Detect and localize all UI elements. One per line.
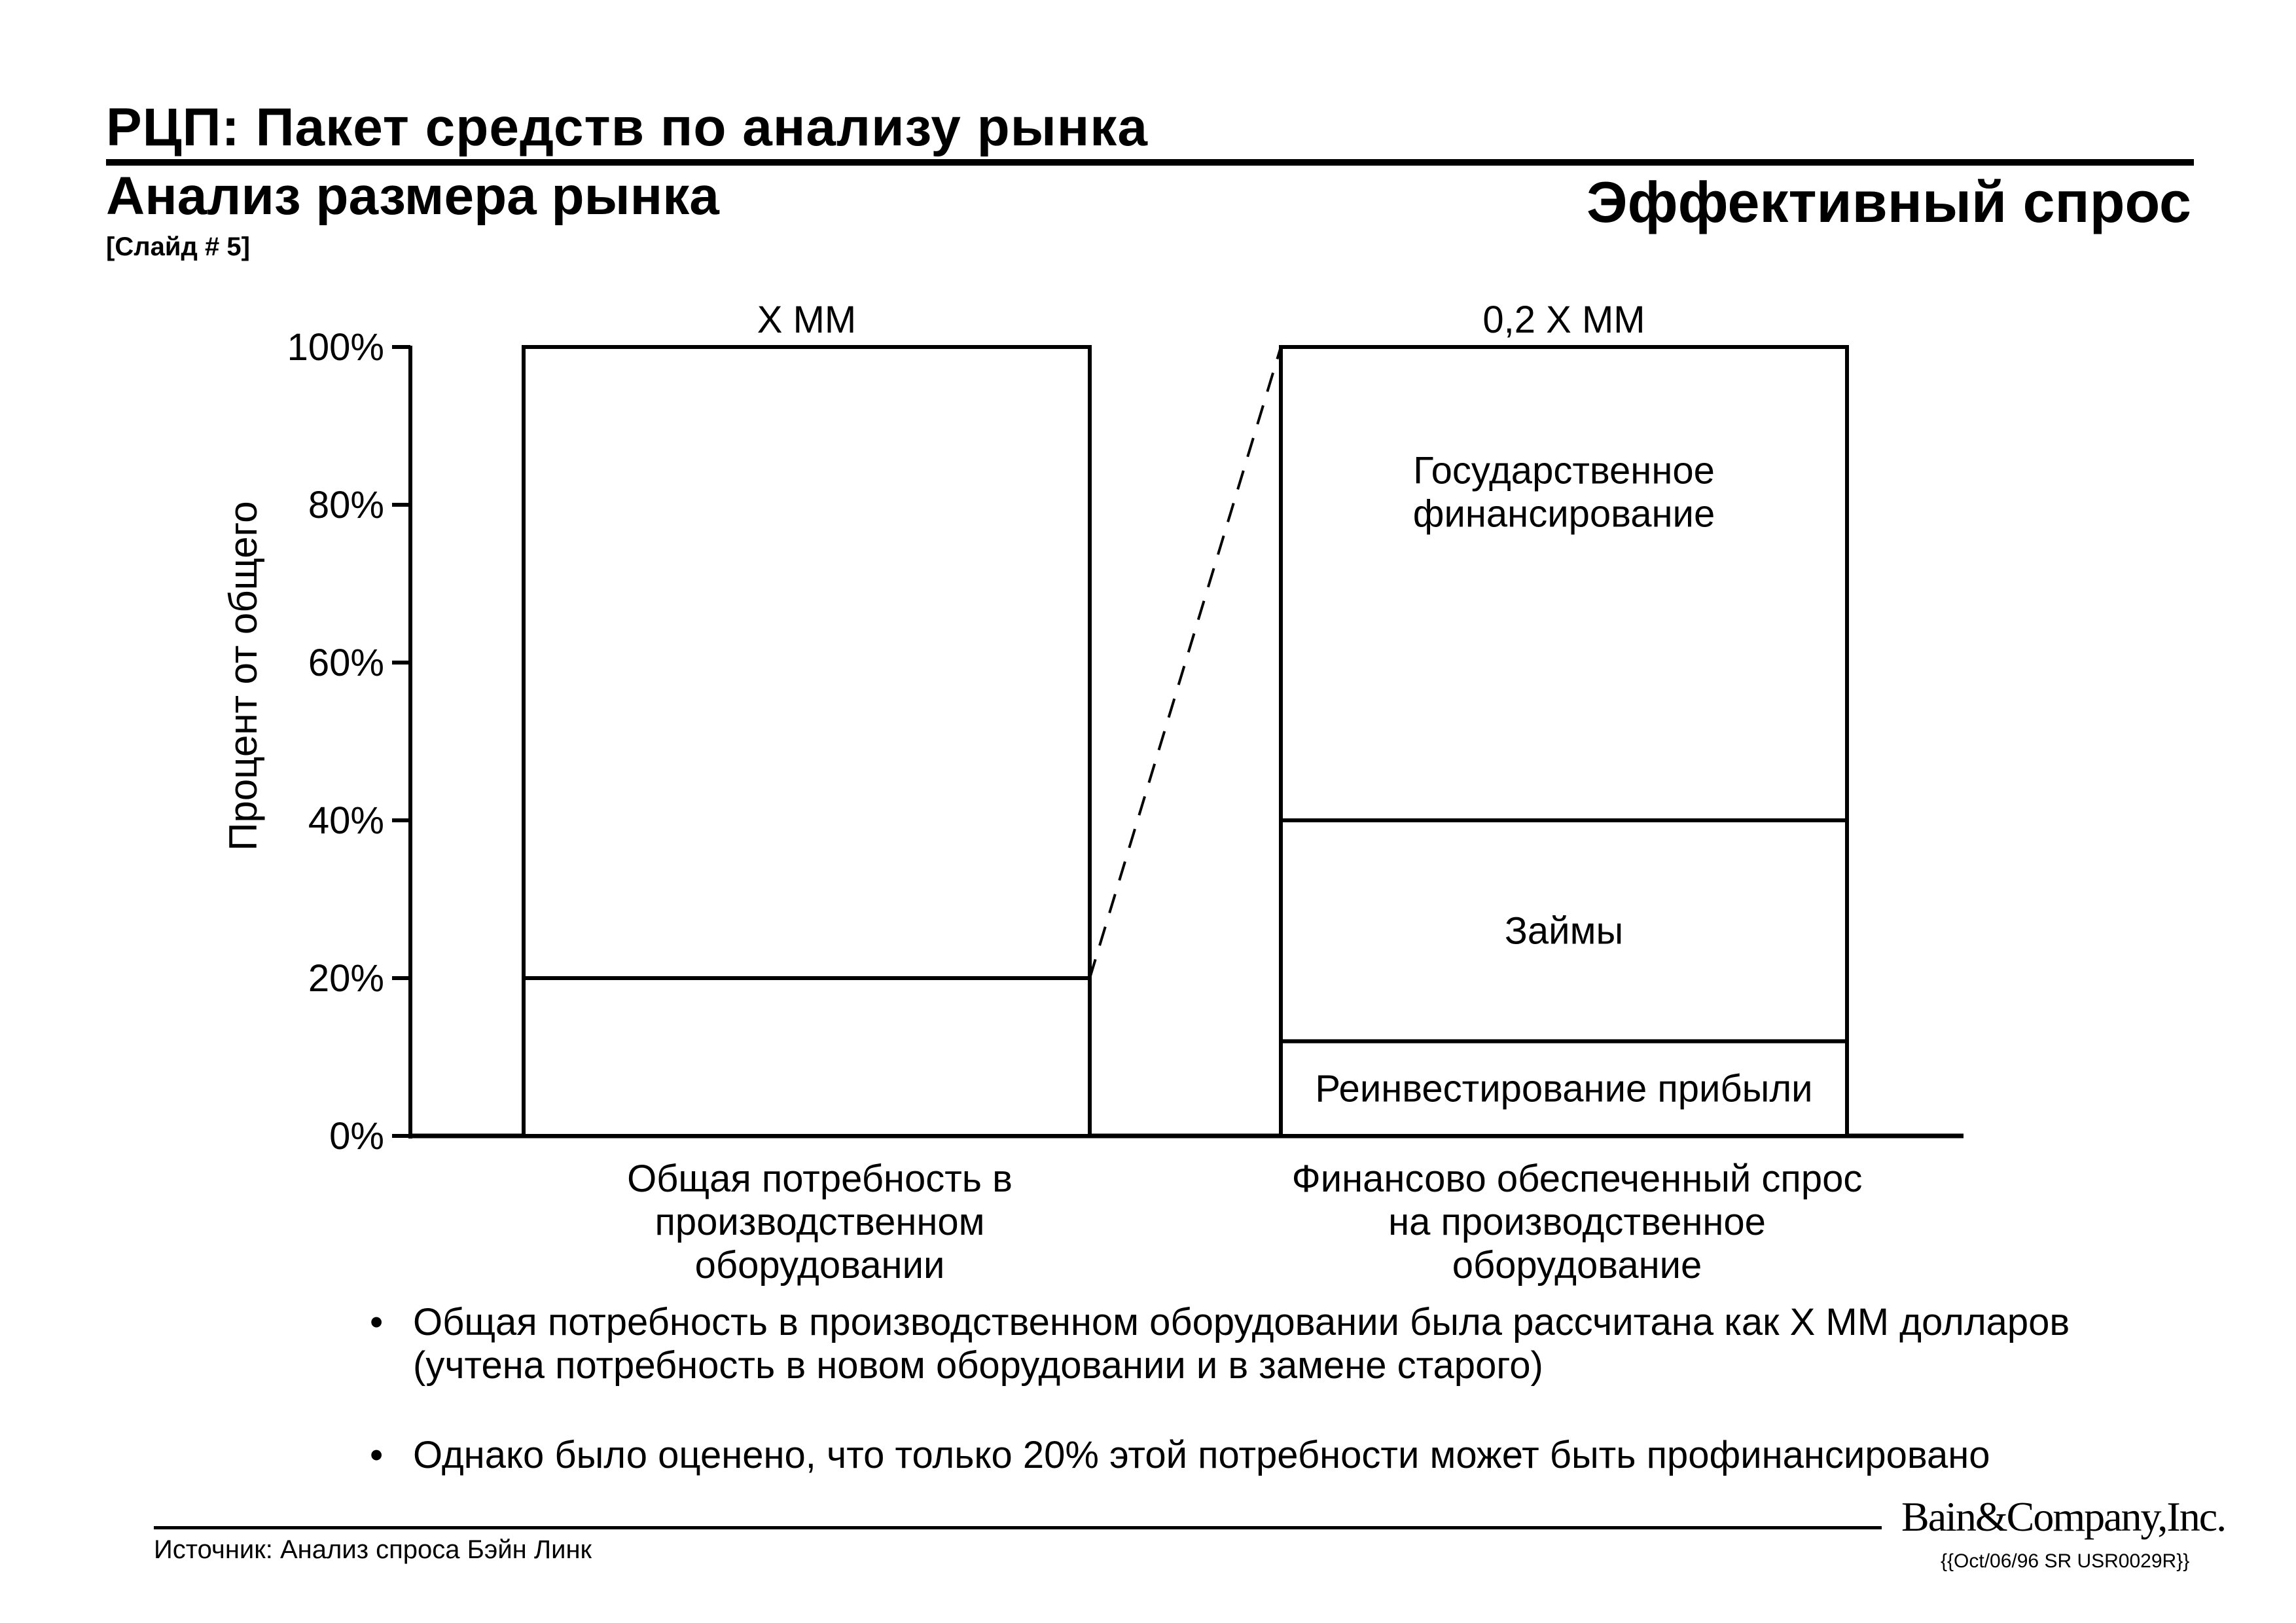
bullet-dot-icon: • [370, 1434, 384, 1476]
segment-label: Государственное [1413, 449, 1715, 492]
bar-segment [524, 347, 1090, 978]
bar-segment [1281, 347, 1847, 820]
slide-number: [Слайд # 5] [106, 232, 250, 261]
bar-total-label: 0,2 X MM [1482, 299, 1645, 341]
page-title: РЦП: Пакет средств по анализу рынка [106, 98, 1148, 157]
y-tick-label: 40% [308, 799, 384, 842]
bullet-text: Общая потребность в производственном оборудовании была рассчитана как X MM долларов (учтена потребность в новом оборудовании и в замене старого) [413, 1301, 2070, 1387]
bullet-dot-icon: • [370, 1301, 384, 1343]
y-tick-label: 60% [308, 642, 384, 684]
bar-total-label: X MM [757, 299, 857, 341]
bullet-text: Однако было оценено, что только 20% этой потребности может быть профинансировано [413, 1434, 1990, 1476]
company-logo: Bain&Company,Inc. [1901, 1493, 2226, 1540]
y-tick-label: 100% [287, 326, 384, 369]
y-tick-label: 20% [308, 957, 384, 1000]
bar-segment [524, 978, 1090, 1136]
footer-divider [154, 1526, 1882, 1529]
segment-label: Реинвестирование прибыли [1315, 1067, 1813, 1110]
y-axis-title: Процент от общего [221, 501, 265, 851]
page-subtitle: Анализ размера рынка [106, 166, 719, 226]
section-title: Эффективный спрос [1587, 170, 2191, 234]
segment-label: финансирование [1412, 492, 1715, 536]
x-category-label: оборудование [1452, 1244, 1702, 1286]
x-category-label: Финансово обеспеченный спрос [1291, 1158, 1863, 1200]
y-tick-label: 0% [329, 1115, 384, 1158]
x-category-label: производственном [655, 1201, 985, 1243]
source-note: Источник: Анализ спроса Бэйн Линк [154, 1535, 592, 1564]
dashed-connector-line [1090, 347, 1281, 978]
segment-label: Займы [1504, 909, 1624, 953]
x-category-label: на производственное [1388, 1201, 1766, 1243]
document-code: {{Oct/06/96 SR USR0029R}} [1941, 1550, 2190, 1572]
x-category-label: Общая потребность в [627, 1158, 1013, 1200]
y-tick-label: 80% [308, 484, 384, 526]
x-category-label: оборудовании [694, 1244, 945, 1286]
